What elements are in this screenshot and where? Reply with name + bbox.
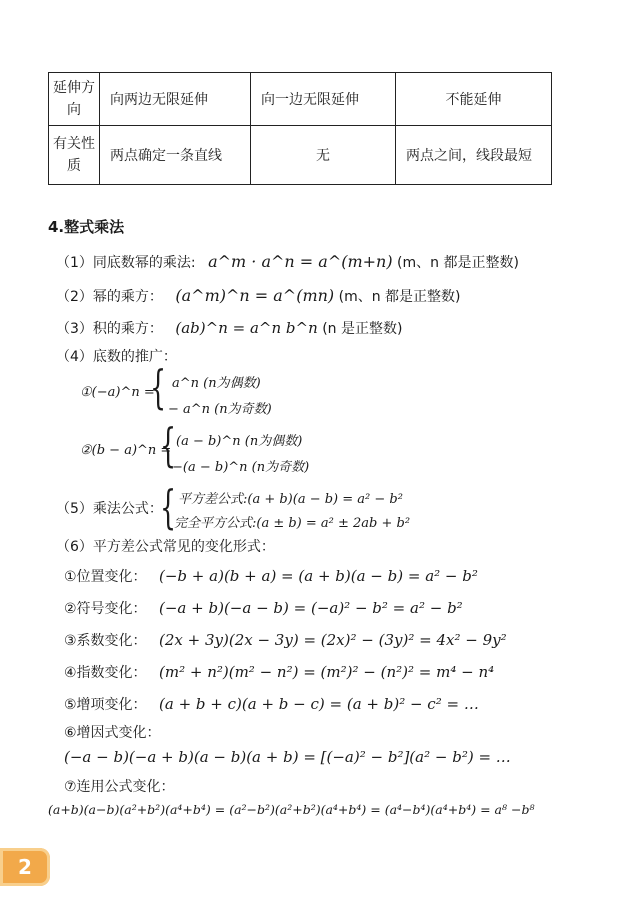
line-properties-table <box>48 72 552 185</box>
item-4-case1-odd: − a^n (n为奇数) <box>168 402 272 417</box>
item-3-formula: (ab)^n = a^n b^n <box>175 319 318 337</box>
item-1-note: (m、n 都是正整数) <box>397 255 519 271</box>
item-2 <box>56 286 461 306</box>
page-number-badge: 2 <box>0 848 50 886</box>
variation-1 <box>64 566 478 586</box>
variation-5-label: ⑤增项变化： <box>64 697 147 713</box>
item-1-label: （1）同底数幂的乘法: <box>56 255 196 271</box>
variation-5-formula: (a + b + c)(a + b − c) = (a + b)² − c² = … <box>159 695 479 713</box>
row-label-extension-direction: 延伸方向 <box>49 73 100 126</box>
left-brace-icon: { <box>150 360 167 414</box>
item-4-case2-lhs: ②(b − a)^n = <box>80 443 172 458</box>
variation-7-formula: (a+b)(a−b)(a²+b²)(a⁴+b⁴) = (a²−b²)(a²+b²)(a⁴+b⁴) = (a⁴−b⁴)(a⁴+b⁴) = a⁸ −b⁸ <box>48 802 535 817</box>
item-4-label: （4）底数的推广： <box>56 349 177 365</box>
variation-3-label: ③系数变化： <box>64 633 147 649</box>
item-2-note: (m、n 都是正整数) <box>338 289 461 305</box>
item-4-case2-even: (a − b)^n (n为偶数) <box>176 434 303 449</box>
row-label-properties: 有关性质 <box>49 126 100 185</box>
variation-4-label: ④指数变化： <box>64 665 147 681</box>
item-3-label: （3）积的乘方： <box>56 321 163 337</box>
cell-segment-extension: 不能延伸 <box>396 73 552 126</box>
variation-4 <box>64 662 494 682</box>
variation-7-label: ⑦连用公式变化： <box>64 779 175 795</box>
variation-2-formula: (−a + b)(−a − b) = (−a)² − b² = a² − b² <box>159 599 463 617</box>
variation-4-formula: (m² + n²)(m² − n²) = (m²)² − (n²)² = m⁴ − n⁴ <box>159 663 495 681</box>
item-4-case1-lhs: ①(−a)^n = <box>80 385 155 400</box>
item-2-label: （2）幂的乘方： <box>56 289 163 305</box>
table-row <box>49 126 552 185</box>
variation-2 <box>64 598 463 618</box>
cell-ray-extension: 向一边无限延伸 <box>251 73 396 126</box>
cell-line-property: 两点确定一条直线 <box>100 126 251 185</box>
variation-2-label: ②符号变化： <box>64 601 147 617</box>
item-1 <box>56 252 519 272</box>
section-title: 4.整式乘法 <box>48 218 125 236</box>
item-3 <box>56 318 402 338</box>
variation-3-formula: (2x + 3y)(2x − 3y) = (2x)² − (3y)² = 4x² − 9y² <box>159 631 507 649</box>
item-2-formula: (a^m)^n = a^(mn) <box>175 286 335 305</box>
variation-5 <box>64 694 479 714</box>
cell-line-extension: 向两边无限延伸 <box>100 73 251 126</box>
left-brace-icon: { <box>160 480 177 534</box>
item-5-line1: 平方差公式:(a + b)(a − b) = a² − b² <box>178 492 403 507</box>
item-5-label: （5）乘法公式： <box>56 501 163 517</box>
table-row <box>49 73 552 126</box>
variation-1-label: ①位置变化： <box>64 569 147 585</box>
variation-1-formula: (−b + a)(b + a) = (a + b)(a − b) = a² − b² <box>159 567 478 585</box>
item-5-line2: 完全平方公式:(a ± b) = a² ± 2ab + b² <box>174 516 411 531</box>
variation-6-formula: (−a − b)(−a + b)(a − b)(a + b) = [(−a)² − b²](a² − b²) = … <box>64 748 511 766</box>
left-brace-icon: { <box>160 418 177 472</box>
item-4-case1-even: a^n (n为偶数) <box>172 376 261 391</box>
item-3-note: (n 是正整数) <box>322 321 403 337</box>
variation-3 <box>64 630 507 650</box>
cell-segment-property: 两点之间，线段最短 <box>396 126 552 185</box>
variation-6-label: ⑥增因式变化： <box>64 725 161 741</box>
item-4-case2-odd: −(a − b)^n (n为奇数) <box>172 460 310 475</box>
cell-ray-property: 无 <box>251 126 396 185</box>
item-6-label: （6）平方差公式常见的变化形式： <box>56 539 275 555</box>
item-1-formula: a^m · a^n = a^(m+n) <box>208 252 393 271</box>
